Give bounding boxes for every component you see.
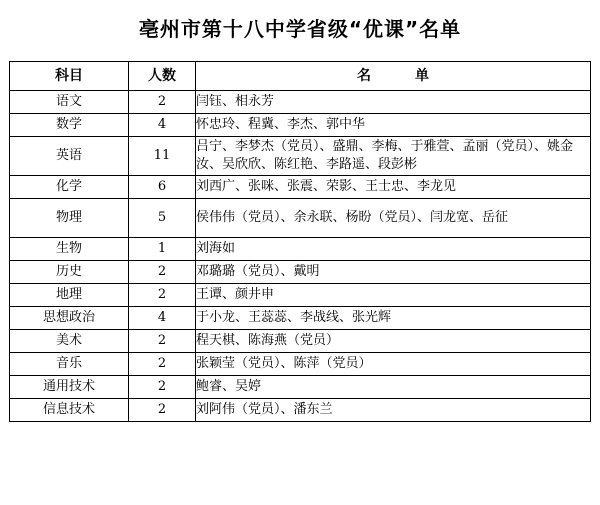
count-cell: 2	[129, 330, 196, 353]
subject-cell: 美术	[10, 330, 129, 353]
roster-table	[9, 61, 591, 422]
names-cell: 张颖莹（党员）、陈萍（党员）	[196, 353, 591, 376]
subject-cell: 数学	[10, 114, 129, 137]
names-cell: 王谭、颜井申	[196, 284, 591, 307]
count-cell: 4	[129, 114, 196, 137]
count-cell: 2	[129, 353, 196, 376]
names-cell: 刘西广、张咪、张震、荣影、王士忠、李龙见	[196, 176, 591, 199]
count-cell: 6	[129, 176, 196, 199]
names-cell: 鲍睿、吴婷	[196, 376, 591, 399]
names-cell: 刘海如	[196, 238, 591, 261]
table-row	[10, 238, 591, 261]
count-cell: 1	[129, 238, 196, 261]
subject-cell: 英语	[10, 137, 129, 176]
names-cell: 于小龙、王蕊蕊、李战线、张光辉	[196, 307, 591, 330]
table-row	[10, 330, 591, 353]
count-cell: 2	[129, 284, 196, 307]
names-column-header: 名单	[196, 62, 591, 91]
subject-cell: 生物	[10, 238, 129, 261]
count-cell: 5	[129, 199, 196, 238]
subject-cell: 信息技术	[10, 399, 129, 422]
subject-cell: 化学	[10, 176, 129, 199]
table-row	[10, 399, 591, 422]
table-row	[10, 307, 591, 330]
names-cell: 程天棋、陈海燕（党员）	[196, 330, 591, 353]
names-cell: 怀忠玲、程冀、李杰、郭中华	[196, 114, 591, 137]
count-cell: 2	[129, 399, 196, 422]
table-row	[10, 284, 591, 307]
subject-cell: 通用技术	[10, 376, 129, 399]
count-column-header: 人数	[129, 62, 196, 91]
table-row	[10, 353, 591, 376]
table-row	[10, 137, 591, 176]
names-cell: 刘阿伟（党员）、潘东兰	[196, 399, 591, 422]
table-row	[10, 376, 591, 399]
subject-column-header: 科目	[10, 62, 129, 91]
names-cell: 侯伟伟（党员）、余永联、杨盼（党员）、闫龙宽、岳征	[196, 199, 591, 238]
subject-cell: 物理	[10, 199, 129, 238]
table-header-row	[10, 62, 591, 91]
subject-cell: 地理	[10, 284, 129, 307]
count-cell: 2	[129, 261, 196, 284]
table-row	[10, 91, 591, 114]
count-cell: 2	[129, 91, 196, 114]
page-title: 亳州市第十八中学省级“优课”名单	[138, 17, 462, 41]
table-row	[10, 199, 591, 238]
subject-cell: 语文	[10, 91, 129, 114]
count-cell: 2	[129, 376, 196, 399]
table-row	[10, 114, 591, 137]
names-cell: 邓璐璐（党员）、戴明	[196, 261, 591, 284]
count-cell: 4	[129, 307, 196, 330]
subject-cell: 历史	[10, 261, 129, 284]
names-cell: 吕宁、李梦杰（党员）、盛鼎、李梅、于雅萱、孟丽（党员）、姚金汝、吴欣欣、陈红艳、李路遥、段彭彬	[196, 137, 591, 176]
count-cell: 11	[129, 137, 196, 176]
names-cell: 闫钰、相永芳	[196, 91, 591, 114]
subject-cell: 思想政治	[10, 307, 129, 330]
subject-cell: 音乐	[10, 353, 129, 376]
table-row	[10, 176, 591, 199]
table-row	[10, 261, 591, 284]
